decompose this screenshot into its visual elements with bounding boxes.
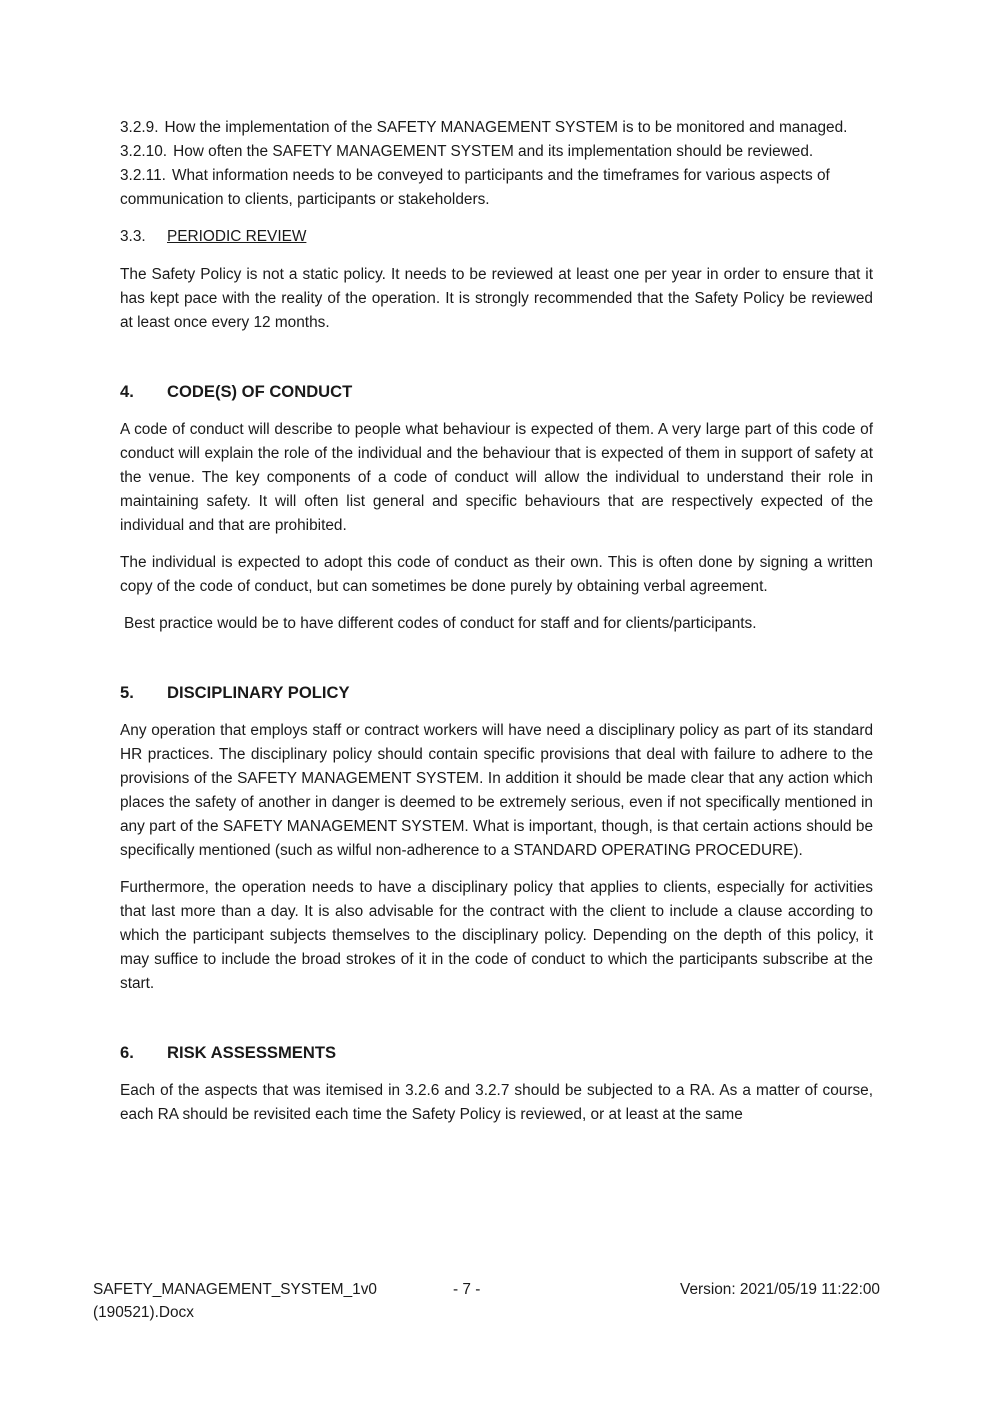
section-heading bbox=[120, 1041, 873, 1065]
section-number: 6. bbox=[120, 1043, 134, 1062]
section-title: RISK ASSESSMENTS bbox=[167, 1043, 337, 1062]
list-item bbox=[120, 164, 873, 212]
paragraph: Each of the aspects that was itemised in 3.2.6 and 3.2.7 should be subjected to a RA. As a matter of course, each RA should be revisited each time the Safety Policy is reviewed, or at least at the same bbox=[120, 1082, 873, 1123]
item-number: 3.2.9. bbox=[120, 119, 159, 136]
section-title: CODE(S) OF CONDUCT bbox=[167, 382, 353, 401]
item-text: How often the SAFETY MANAGEMENT SYSTEM and its implementation should be reviewed. bbox=[173, 143, 814, 160]
paragraph: A code of conduct will describe to people what behaviour is expected of them. A very large part of this code of conduct will explain the role of the individual and the behaviour that is expected of them in support of safety at the venue. The key components of a code of conduct will allow the individual to understand their role in maintaining safety. It will often list general and specific behaviours that are respectively expected of the individual and that are prohibited. bbox=[120, 421, 873, 534]
list-item bbox=[120, 116, 873, 140]
page-body bbox=[120, 116, 873, 1127]
list-item bbox=[120, 140, 873, 164]
item-number: 3.2.10. bbox=[120, 143, 168, 160]
subsection-number: 3.3. bbox=[120, 228, 146, 245]
paragraph: The individual is expected to adopt this code of conduct as their own. This is often done by signing a written copy of the code of conduct, but can sometimes be done purely by obtaining verbal agreement. bbox=[120, 554, 873, 595]
item-number: 3.2.11. bbox=[120, 167, 166, 184]
section-number: 5. bbox=[120, 683, 134, 702]
section-number: 4. bbox=[120, 382, 134, 401]
footer-filename bbox=[93, 1278, 393, 1324]
subsection-title: PERIODIC REVIEW bbox=[167, 228, 307, 245]
footer-filename-line1: SAFETY_MANAGEMENT_SYSTEM_1v0 bbox=[93, 1281, 377, 1298]
item-text: What information needs to be conveyed to participants and the timeframes for various aspects of communication to clients, participants or stakeholders. bbox=[120, 167, 830, 208]
paragraph: Any operation that employs staff or contract workers will have need a disciplinary policy as part of its standard HR practices. The disciplinary policy should contain specific provisions that deal with failure to adhere to the provisions of the SAFETY MANAGEMENT SYSTEM. In addition it should be made clear that any action which places the safety of another in danger is deemed to be extremely serious, even if not specifically mentioned in any part of the SAFETY MANAGEMENT SYSTEM. What is important, though, is that certain actions should be specifically mentioned (such as wilful non-adherence to a STANDARD OPERATING PROCEDURE). bbox=[120, 722, 873, 859]
footer-page-number: - 7 - bbox=[453, 1281, 481, 1298]
footer-filename-line2: (190521).Docx bbox=[93, 1304, 194, 1321]
section-heading bbox=[120, 380, 873, 404]
section-heading bbox=[120, 681, 873, 705]
section-title: DISCIPLINARY POLICY bbox=[167, 683, 350, 702]
paragraph: The Safety Policy is not a static policy. It needs to be reviewed at least one per year in order to ensure that it has kept pace with the reality of the operation. It is strongly recommended that the Safety Policy be reviewed at least once every 12 months. bbox=[120, 266, 873, 331]
page-footer bbox=[93, 1278, 880, 1328]
item-text: How the implementation of the SAFETY MANAGEMENT SYSTEM is to be monitored and managed. bbox=[164, 119, 848, 136]
subsection-heading bbox=[120, 225, 873, 249]
paragraph: Best practice would be to have different codes of conduct for staff and for clients/participants. bbox=[124, 615, 757, 632]
footer-version: Version: 2021/05/19 11:22:00 bbox=[680, 1281, 880, 1298]
paragraph: Furthermore, the operation needs to have a disciplinary policy that applies to clients, especially for activities that last more than a day. It is also advisable for the contract with the client to include a clause according to which the participant subjects themselves to the disciplinary policy. Depending on the depth of this policy, it may suffice to include the broad strokes of it in the code of conduct to which the participants subscribe at the start. bbox=[120, 879, 873, 992]
